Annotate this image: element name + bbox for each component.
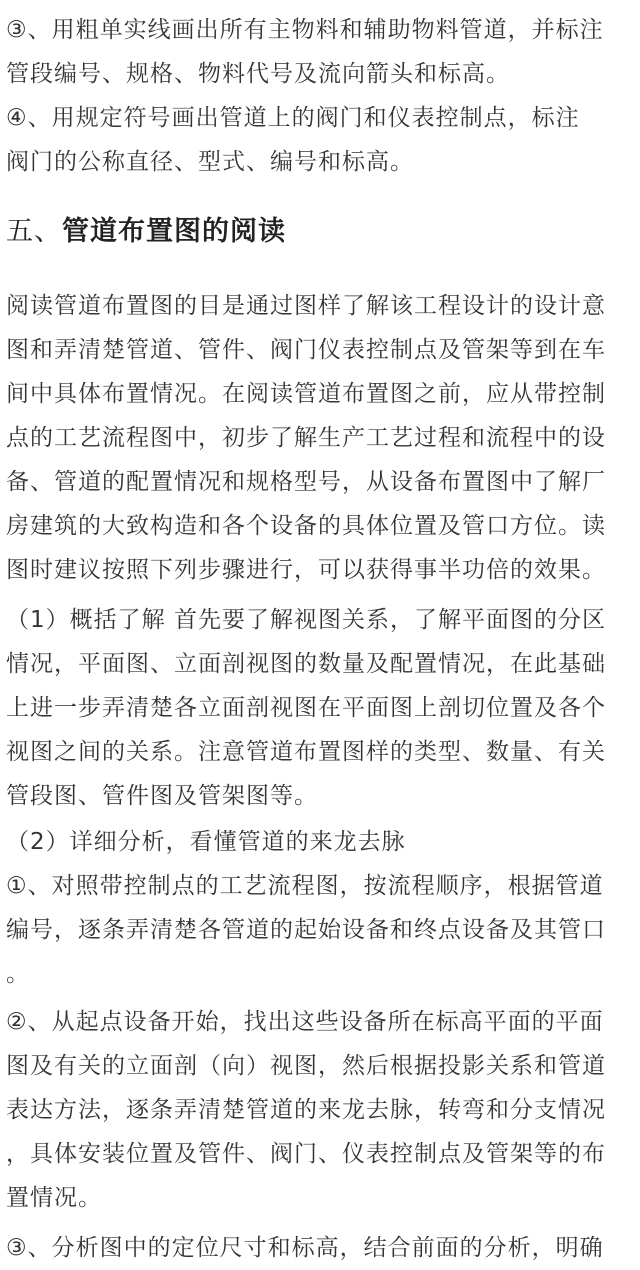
text-line: 图及有关的立面剖（向）视图，然后根据投影关系和管道 xyxy=(6,1053,606,1079)
text-line: 管段图、管件图及管架图等。 xyxy=(6,783,318,809)
text-line: 置情况。 xyxy=(6,1185,102,1211)
text-line: 视图之间的关系。注意管道布置图样的类型、数量、有关 xyxy=(6,739,606,765)
text-line: 图时建议按照下列步骤进行，可以获得事半功倍的效果。 xyxy=(6,557,606,583)
text-line: 情况，平面图、立面剖视图的数量及配置情况，在此基础 xyxy=(6,651,606,677)
text-line: 点的工艺流程图中，初步了解生产工艺过程和流程中的设 xyxy=(6,425,606,451)
section-title: 管道布置图的阅读 xyxy=(62,216,286,247)
text-line: ③、用粗单实线画出所有主物料和辅助物料管道，并标注 xyxy=(6,17,604,43)
text-line: 管段编号、规格、物料代号及流向箭头和标高。 xyxy=(6,61,510,87)
text-line: 图和弄清楚管道、管件、阀门仪表控制点及管架等到在车 xyxy=(6,337,606,363)
text-line: 房建筑的大致构造和各个设备的具体位置及管口方位。读 xyxy=(6,513,606,539)
text-line: 。 xyxy=(6,961,30,987)
text-line: （2）详细分析，看懂管道的来龙去脉 xyxy=(6,829,406,855)
section-number: 五、 xyxy=(6,216,62,247)
text-line: ④、用规定符号画出管道上的阀门和仪表控制点，标注 xyxy=(6,105,580,131)
text-line: 阀门的公称直径、型式、编号和标高。 xyxy=(6,149,414,175)
text-line: ③、分析图中的定位尺寸和标高，结合前面的分析，明确 xyxy=(6,1235,604,1261)
text-line: 阅读管道布置图的目是通过图样了解该工程设计的设计意 xyxy=(6,293,606,319)
text-line: 编号，逐条弄清楚各管道的起始设备和终点设备及其管口 xyxy=(6,917,606,943)
text-line: 间中具体布置情况。在阅读管道布置图之前，应从带控制 xyxy=(6,381,606,407)
text-line: （1）概括了解 首先要了解视图关系，了解平面图的分区 xyxy=(6,607,606,633)
text-line: ①、对照带控制点的工艺流程图，按流程顺序，根据管道 xyxy=(6,873,604,899)
text-line: 备、管道的配置情况和规格型号，从设备布置图中了解厂 xyxy=(6,469,606,495)
text-line: ，具体安装位置及管件、阀门、仪表控制点及管架等的布 xyxy=(6,1141,606,1167)
text-line: ②、从起点设备开始，找出这些设备所在标高平面的平面 xyxy=(6,1009,604,1035)
text-line: 表达方法，逐条弄清楚管道的来龙去脉，转弯和分支情况 xyxy=(6,1097,606,1123)
text-line: 上进一步弄清楚各立面剖视图在平面图上剖切位置及各个 xyxy=(6,695,606,721)
section-heading xyxy=(6,208,636,256)
